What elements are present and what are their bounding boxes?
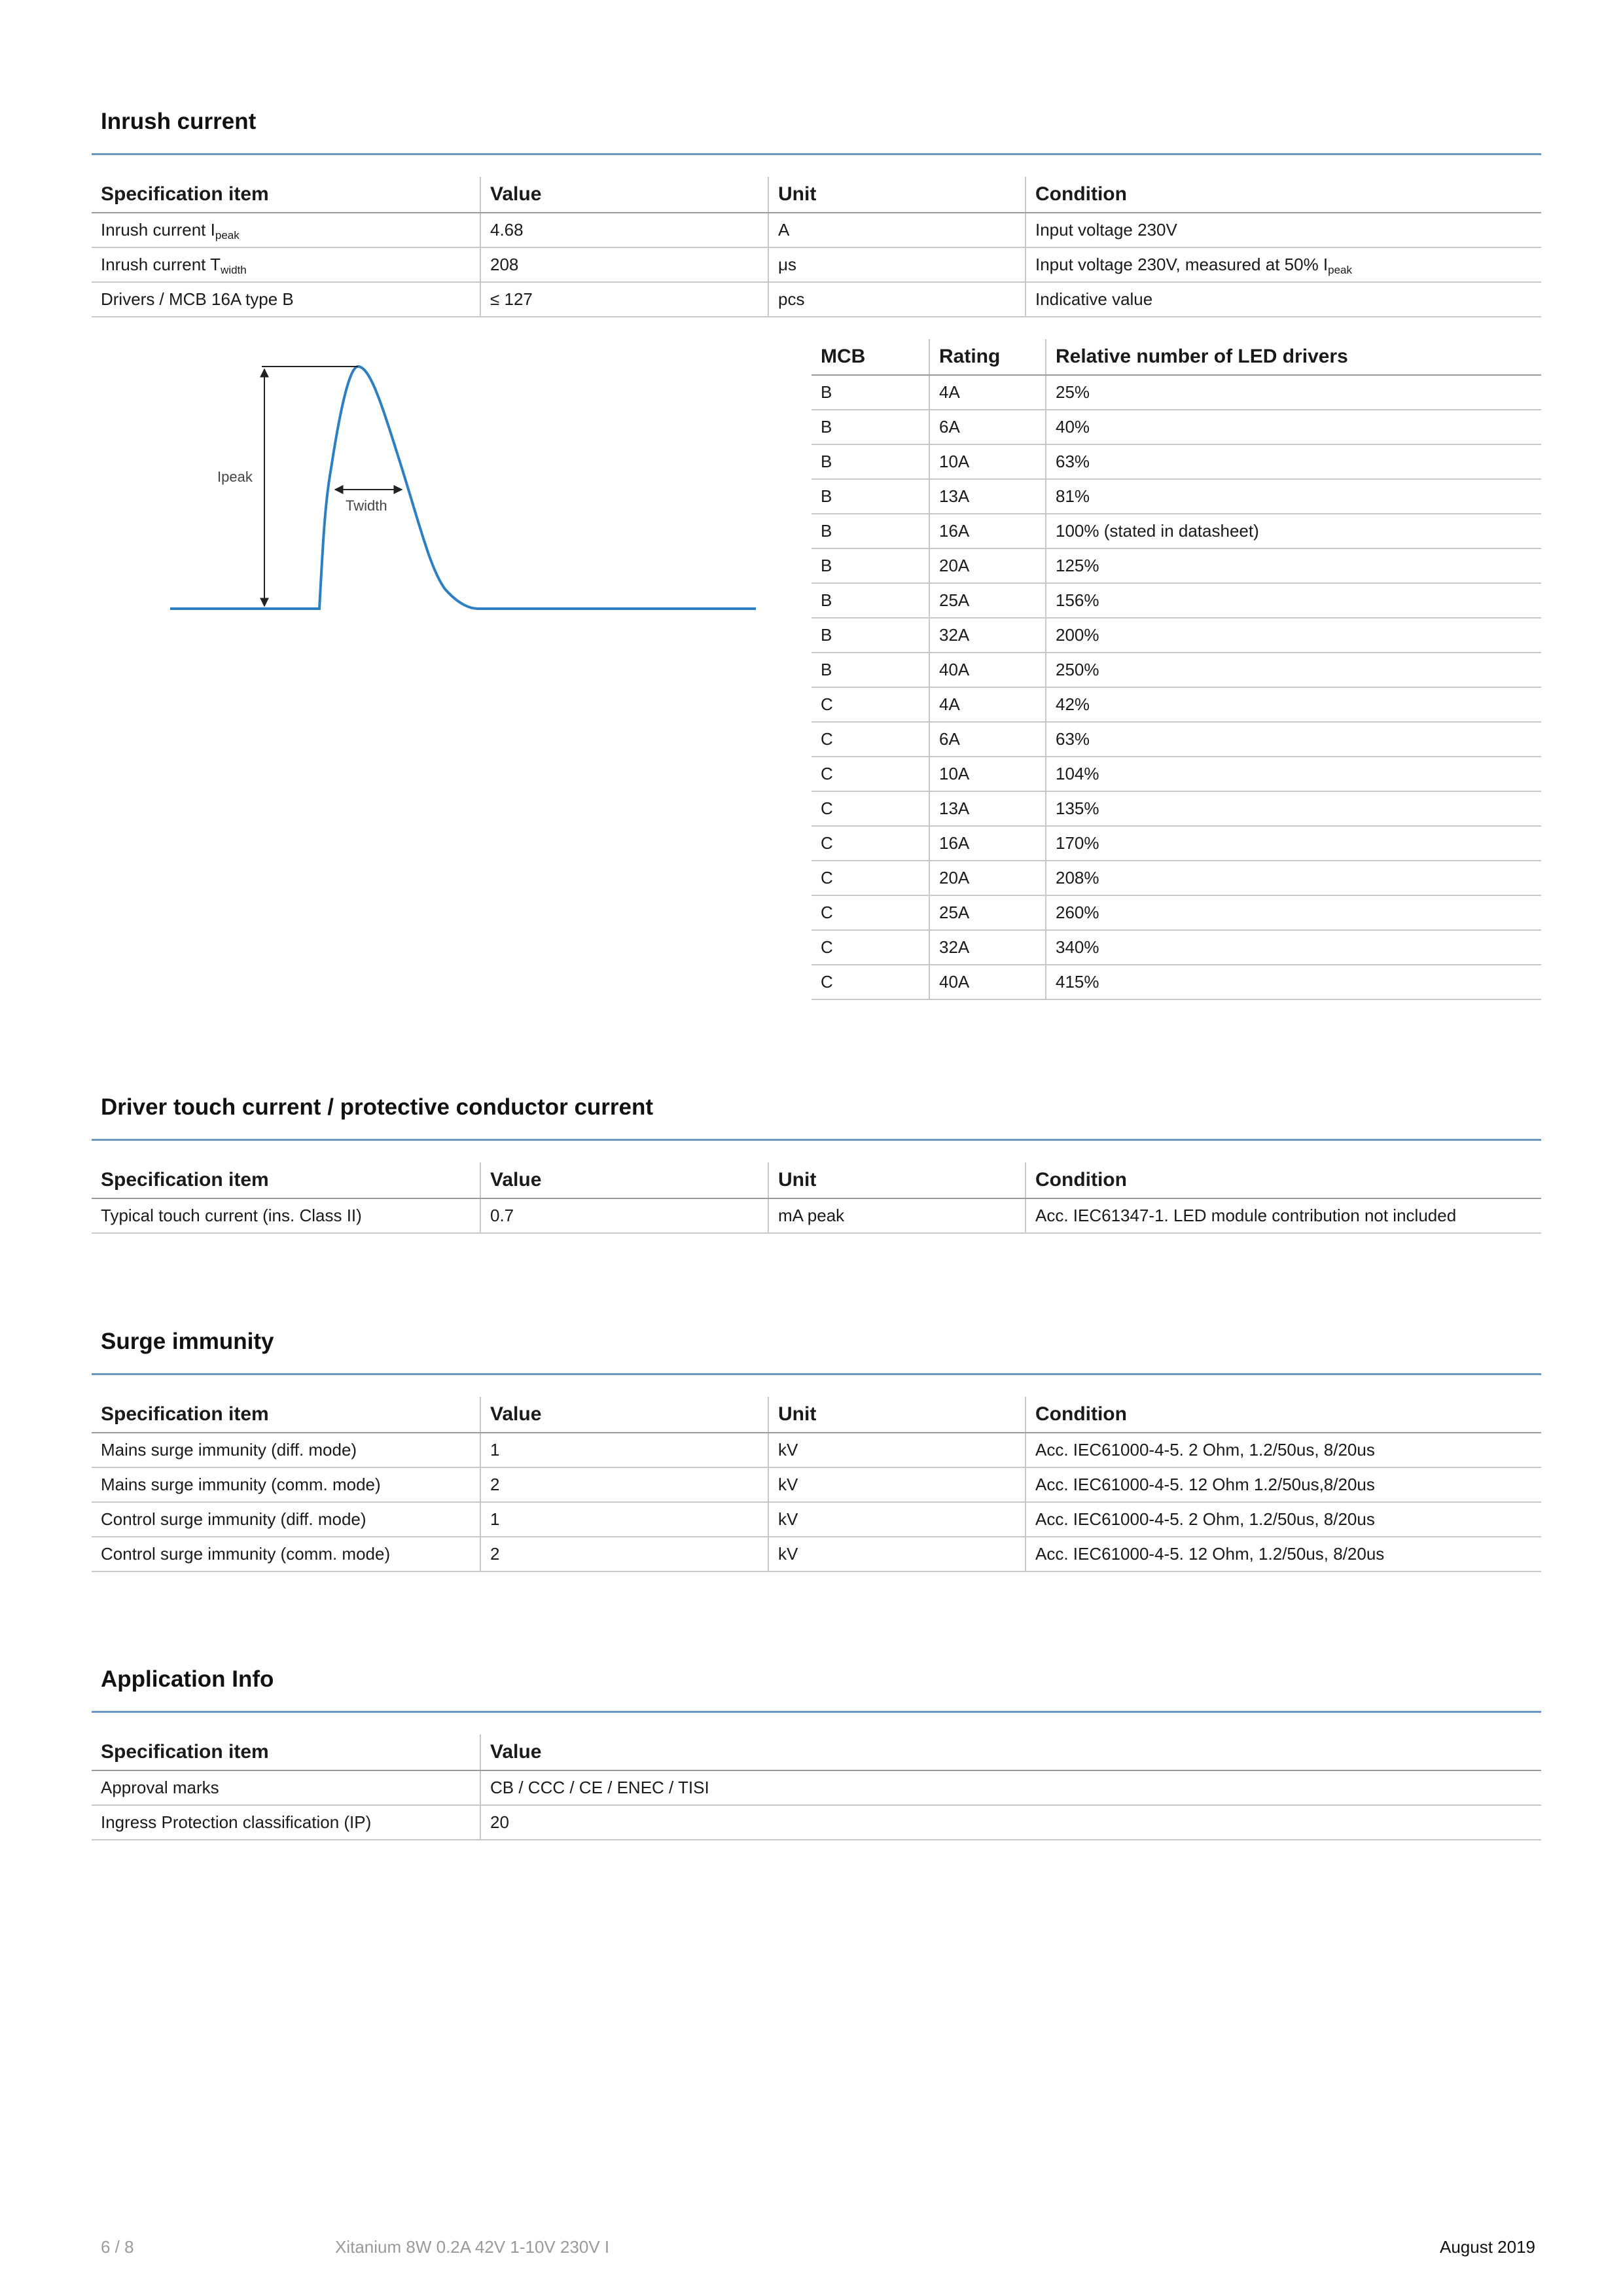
rating-cell: 25A [929,895,1046,930]
inrush-waveform-diagram [164,353,766,628]
relative-count-cell: 340% [1046,930,1541,965]
section-title-application-info: Application Info [101,1666,274,1692]
rating-cell: 10A [929,757,1046,791]
unit-cell: kV [768,1537,1026,1571]
mcb-table [812,339,1541,1000]
spec-item-cell: Mains surge immunity (diff. mode) [92,1433,480,1467]
table-header-row [812,339,1541,375]
table-row [92,1805,1541,1840]
value-cell: 0.7 [480,1198,768,1233]
unit-cell: A [768,213,1026,247]
mcb-type-cell: B [812,410,929,444]
mcb-type-cell: B [812,618,929,653]
mcb-type-cell: B [812,514,929,548]
column-header: Condition [1026,1397,1541,1433]
column-header: Unit [768,1397,1026,1433]
rating-cell: 4A [929,375,1046,410]
value-cell: 2 [480,1537,768,1571]
column-header: Unit [768,177,1026,213]
spec-item-cell: Inrush current $I_{peak}$ [92,213,480,247]
relative-count-cell: 63% [1046,722,1541,757]
table-row [812,444,1541,479]
condition-cell: Acc. IEC61000-4-5. 2 Ohm, 1.2/50us, 8/20us [1026,1433,1541,1467]
mcb-type-cell: B [812,548,929,583]
relative-count-cell: 42% [1046,687,1541,722]
surge-immunity-table [92,1397,1541,1572]
condition-cell: Acc. IEC61000-4-5. 2 Ohm, 1.2/50us, 8/20us [1026,1502,1541,1537]
section-divider [92,1139,1541,1141]
table-row [92,1770,1541,1805]
peak-label: Ipeak [217,469,253,485]
table-row [812,375,1541,410]
table-row [92,1537,1541,1571]
condition-cell: Indicative value [1026,282,1541,317]
unit-cell: μs [768,247,1026,282]
rating-cell: 25A [929,583,1046,618]
mcb-type-cell: B [812,653,929,687]
relative-count-cell: 125% [1046,548,1541,583]
condition-cell: Acc. IEC61000-4-5. 12 Ohm 1.2/50us,8/20us [1026,1467,1541,1502]
table-row [812,548,1541,583]
column-header: Specification item [92,1397,480,1433]
column-header: Specification item [92,1734,480,1770]
rating-cell: 4A [929,687,1046,722]
column-header: Value [480,1734,1541,1770]
table-header-row [92,1397,1541,1433]
section-divider [92,1711,1541,1713]
relative-count-cell: 100% (stated in datasheet) [1046,514,1541,548]
mcb-type-cell: C [812,895,929,930]
unit-cell: mA peak [768,1198,1026,1233]
column-header: Value [480,177,768,213]
column-header: Value [480,1162,768,1198]
table-row [92,213,1541,247]
table-row [812,653,1541,687]
relative-count-cell: 250% [1046,653,1541,687]
rating-cell: 32A [929,930,1046,965]
spec-item-cell: Approval marks [92,1770,480,1805]
mcb-type-cell: C [812,687,929,722]
table-header-row [92,177,1541,213]
section-divider [92,153,1541,155]
unit-cell: pcs [768,282,1026,317]
relative-count-cell: 208% [1046,861,1541,895]
section-title-surge-immunity: Surge immunity [101,1329,274,1354]
mcb-type-cell: B [812,375,929,410]
value-cell: 1 [480,1433,768,1467]
value-cell: 1 [480,1502,768,1537]
column-header: Rating [929,339,1046,375]
rating-cell: 10A [929,444,1046,479]
rating-cell: 32A [929,618,1046,653]
mcb-type-cell: B [812,444,929,479]
relative-count-cell: 63% [1046,444,1541,479]
column-header: Specification item [92,1162,480,1198]
condition-cell: Acc. IEC61000-4-5. 12 Ohm, 1.2/50us, 8/20us [1026,1537,1541,1571]
spec-item-cell: Control surge immunity (diff. mode) [92,1502,480,1537]
column-header: Specification item [92,177,480,213]
value-cell: 208 [480,247,768,282]
rating-cell: 6A [929,722,1046,757]
mcb-type-cell: C [812,722,929,757]
section-divider [92,1373,1541,1375]
table-row [812,687,1541,722]
unit-cell: kV [768,1502,1026,1537]
table-row [812,826,1541,861]
table-row [92,247,1541,282]
relative-count-cell: 135% [1046,791,1541,826]
value-cell: CB / CCC / CE / ENEC / TISI [480,1770,1541,1805]
mcb-type-cell: C [812,965,929,999]
relative-count-cell: 25% [1046,375,1541,410]
spec-item-cell: Control surge immunity (comm. mode) [92,1537,480,1571]
column-header: Unit [768,1162,1026,1198]
table-row [812,722,1541,757]
table-row [812,514,1541,548]
spec-item-cell: Mains surge immunity (comm. mode) [92,1467,480,1502]
spec-item-cell: Ingress Protection classification (IP) [92,1805,480,1840]
unit-cell: kV [768,1433,1026,1467]
unit-cell: kV [768,1467,1026,1502]
inrush-current-curve [170,367,756,609]
table-row [92,1467,1541,1502]
mcb-type-cell: C [812,861,929,895]
mcb-type-cell: C [812,757,929,791]
rating-cell: 20A [929,548,1046,583]
relative-count-cell: 156% [1046,583,1541,618]
section-title-inrush: Inrush current [101,109,257,134]
table-row [92,282,1541,317]
spec-item-cell: Drivers / MCB 16A type B [92,282,480,317]
value-cell: 4.68 [480,213,768,247]
relative-count-cell: 40% [1046,410,1541,444]
touch-current-table [92,1162,1541,1234]
width-label: Twidth [346,497,387,514]
table-row [812,895,1541,930]
relative-count-cell: 170% [1046,826,1541,861]
table-row [812,861,1541,895]
table-row [812,583,1541,618]
rating-cell: 40A [929,965,1046,999]
table-row [92,1198,1541,1233]
table-row [812,618,1541,653]
table-row [92,1502,1541,1537]
mcb-type-cell: B [812,583,929,618]
relative-count-cell: 260% [1046,895,1541,930]
condition-cell: Input voltage 230V, measured at 50% $I_{peak}$ [1026,247,1541,282]
page-number: 6 / 8 [101,2237,134,2257]
document-date: August 2019 [1439,2237,1535,2257]
rating-cell: 13A [929,479,1046,514]
column-header: MCB [812,339,929,375]
table-row [812,757,1541,791]
mcb-type-cell: C [812,791,929,826]
rating-cell: 16A [929,826,1046,861]
spec-item-cell: Inrush current $T_{width}$ [92,247,480,282]
relative-count-cell: 104% [1046,757,1541,791]
condition-cell: Acc. IEC61347-1. LED module contribution not included [1026,1198,1541,1233]
spec-item-cell: Typical touch current (ins. Class II) [92,1198,480,1233]
table-row [812,965,1541,999]
value-cell: 2 [480,1467,768,1502]
table-row [812,930,1541,965]
table-row [812,410,1541,444]
table-header-row [92,1162,1541,1198]
product-name: Xitanium 8W 0.2A 42V 1-10V 230V I [335,2237,610,2257]
rating-cell: 13A [929,791,1046,826]
value-cell: 20 [480,1805,1541,1840]
mcb-type-cell: C [812,930,929,965]
relative-count-cell: 81% [1046,479,1541,514]
section-title-touch-current: Driver touch current / protective conductor current [101,1094,654,1120]
column-header: Condition [1026,177,1541,213]
mcb-type-cell: C [812,826,929,861]
table-header-row [92,1734,1541,1770]
rating-cell: 6A [929,410,1046,444]
relative-count-cell: 200% [1046,618,1541,653]
value-cell: ≤ 127 [480,282,768,317]
mcb-type-cell: B [812,479,929,514]
table-row [812,791,1541,826]
table-row [812,479,1541,514]
rating-cell: 16A [929,514,1046,548]
rating-cell: 20A [929,861,1046,895]
column-header: Value [480,1397,768,1433]
column-header: Relative number of LED drivers [1046,339,1541,375]
application-info-table [92,1734,1541,1840]
relative-count-cell: 415% [1046,965,1541,999]
condition-cell: Input voltage 230V [1026,213,1541,247]
rating-cell: 40A [929,653,1046,687]
table-row [92,1433,1541,1467]
inrush-spec-table [92,177,1541,317]
column-header: Condition [1026,1162,1541,1198]
